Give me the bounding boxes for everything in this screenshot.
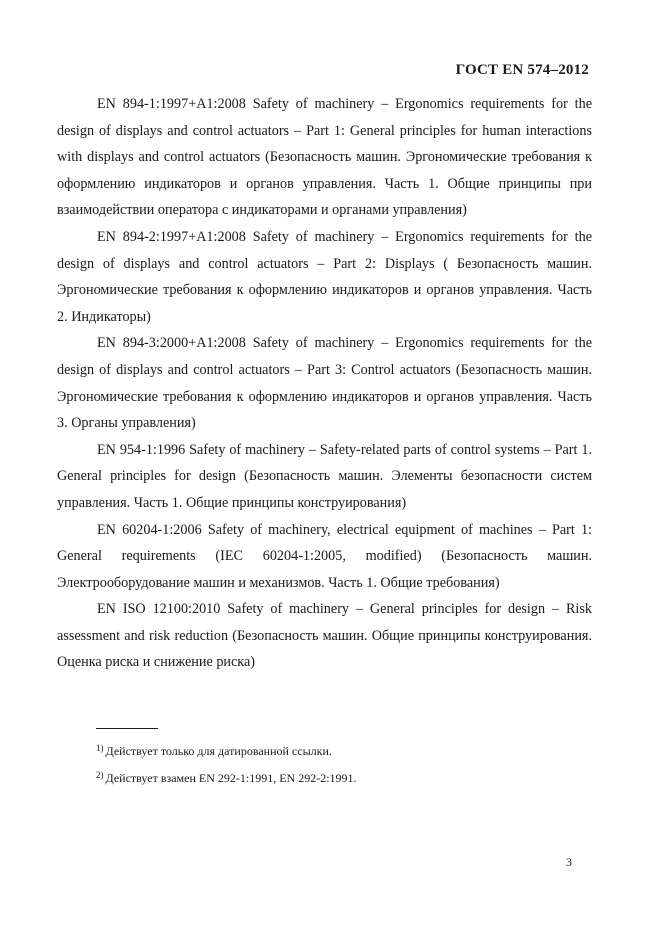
page-header: ГОСТ EN 574–2012 (455, 62, 589, 78)
footnote-2 (96, 763, 576, 790)
document-body (57, 91, 592, 676)
paragraph-en-894-3: EN 894-3:2000+A1:2008 Safety of machinery – Ergonomics requirements for the design of displays and control actuators – Part 3: Control actuators (Безопасность машин. Эргономические требования к оформлению индикаторов и органов управления. Часть 3. Органы управления) (57, 335, 592, 432)
paragraph-en-60204-1: EN 60204-1:2006 Safety of machinery, electrical equipment of machines – Part 1: General requirements (IEC 60204-1:2005, modified) (Безопасность машин. Электрооборудование машин и механизмов. Часть 1. Общие требования) (57, 521, 592, 591)
footnote-text: Действует взамен EN 292-1:1991, EN 292-2:1991. (105, 771, 357, 785)
paragraph-en-894-2: EN 894-2:1997+A1:2008 Safety of machinery – Ergonomics requirements for the design of displays and control actuators – Part 2: Displays ( Безопасность машин. Эргономические требования к оформлению индикаторов и органов управления. Часть 2. Индикаторы) (57, 228, 592, 325)
footnote-text: Действует только для датированной ссылки. (105, 744, 332, 758)
footnote-mark: 2) (96, 770, 104, 780)
paragraph-en-894-1: EN 894-1:1997+A1:2008 Safety of machinery – Ergonomics requirements for the design of displays and control actuators – Part 1: General principles for human interactions with displays and control actuators (Безопасность машин. Эргономические требования к оформлению индикаторов и органов управления. Часть 1. Общие принципы при взаимодействии оператора с индикаторами и органами управления) (57, 96, 592, 219)
footnote-1 (96, 736, 576, 763)
footnote-mark: 1) (96, 743, 104, 753)
footnotes (96, 736, 576, 790)
page-number: 3 (566, 855, 572, 869)
paragraph-en-954-1: EN 954-1:1996 Safety of machinery – Safety-related parts of control systems – Part 1. General principles for design (Безопасность машин. Элементы безопасности систем управления. Часть 1. Общие принципы конструирования) (57, 441, 592, 511)
footnote-separator (96, 728, 158, 729)
paragraph-en-iso-12100: EN ISO 12100:2010 Safety of machinery – General principles for design – Risk assessment and risk reduction (Безопасность машин. Общие принципы конструирования. Оценка риска и снижение риска) (57, 601, 592, 671)
